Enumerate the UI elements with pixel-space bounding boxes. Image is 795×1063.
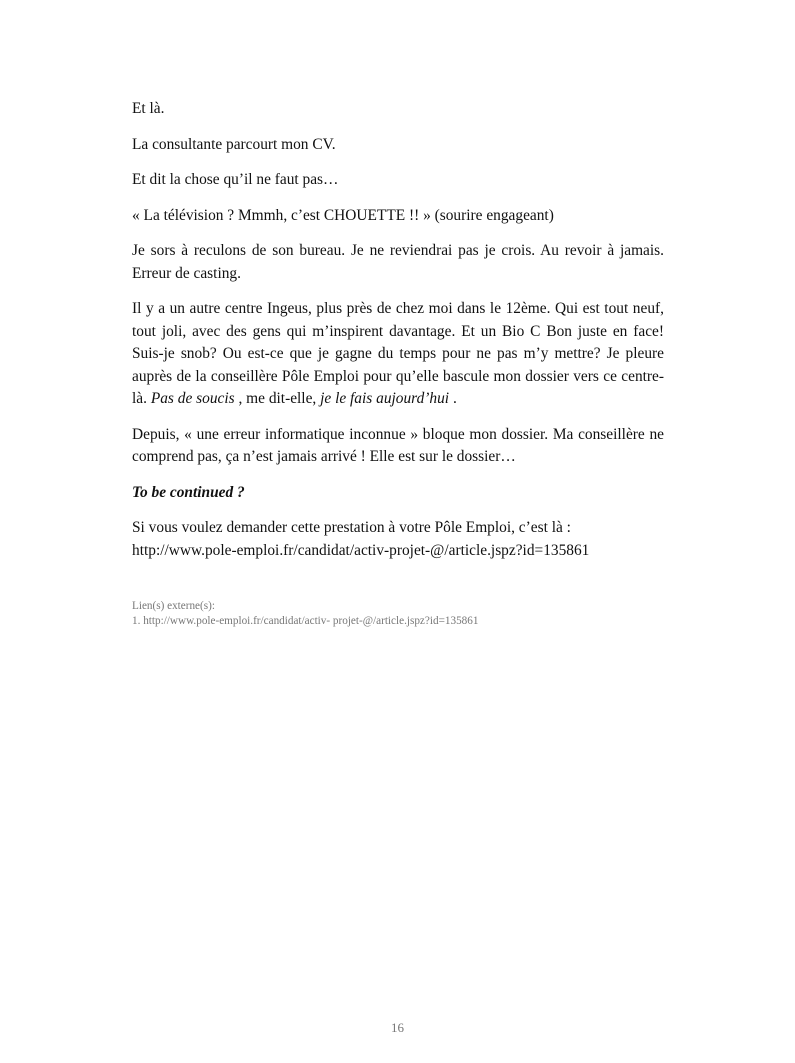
external-links	[132, 599, 478, 629]
paragraph-request	[132, 517, 664, 562]
article-body	[132, 98, 664, 575]
other-center-period: .	[452, 390, 457, 407]
paragraph-consultant: La consultante parcourt mon CV.	[132, 135, 336, 153]
request-text: Si vous voulez demander cette prestation à votre Pôle Emploi, c’est là :	[132, 519, 571, 536]
paragraph-other-center	[132, 298, 664, 411]
other-center-text: Il y a un autre centre Ingeus, plus près de chez moi dans le 12ème. Qui est tout neuf, tout joli, avec des gens qui m’inspirent davantage. Et un Bio C Bon juste en face! Suis-je snob? Ou est-ce que je gagne du temps pour ne pas m’y mettre? Je pleure auprès de la conseillère Pôle Emploi pour qu’elle bascule mon dossier vers ce centre-là.	[132, 300, 664, 407]
request-url[interactable]: http://www.pole-emploi.fr/candidat/activ-projet-@/article.jspz?id=135861	[132, 541, 590, 559]
page-number: 16	[391, 1020, 404, 1035]
paragraph-error: Depuis, « une erreur informatique inconnue » bloque mon dossier. Ma conseillère ne comprend pas, ça n’est jamais arrivé ! Elle est sur le dossier…	[132, 425, 664, 465]
to-be-continued: To be continued ?	[132, 483, 245, 501]
paragraph-quote: « La télévision ? Mmmh, c’est CHOUETTE !! » (sourire engageant)	[132, 206, 554, 224]
other-center-dialogue: , me dit-elle,	[238, 390, 317, 407]
paragraph-leaving: Je sors à reculons de son bureau. Je ne reviendrai pas je crois. Au revoir à jamais. Erreur de casting.	[132, 242, 664, 282]
external-link-item[interactable]: 1. http://www.pole-emploi.fr/candidat/activ- projet-@/article.jspz?id=135861	[132, 615, 479, 627]
external-links-title: Lien(s) externe(s):	[132, 600, 215, 612]
paragraph-intro: Et là.	[132, 100, 165, 117]
paragraph-wrong-thing: Et dit la chose qu’il ne faut pas…	[132, 171, 339, 188]
italic-je-le-fais: je le fais aujourd’hui	[320, 390, 450, 407]
italic-pas-de-soucis: Pas de soucis	[150, 390, 235, 407]
